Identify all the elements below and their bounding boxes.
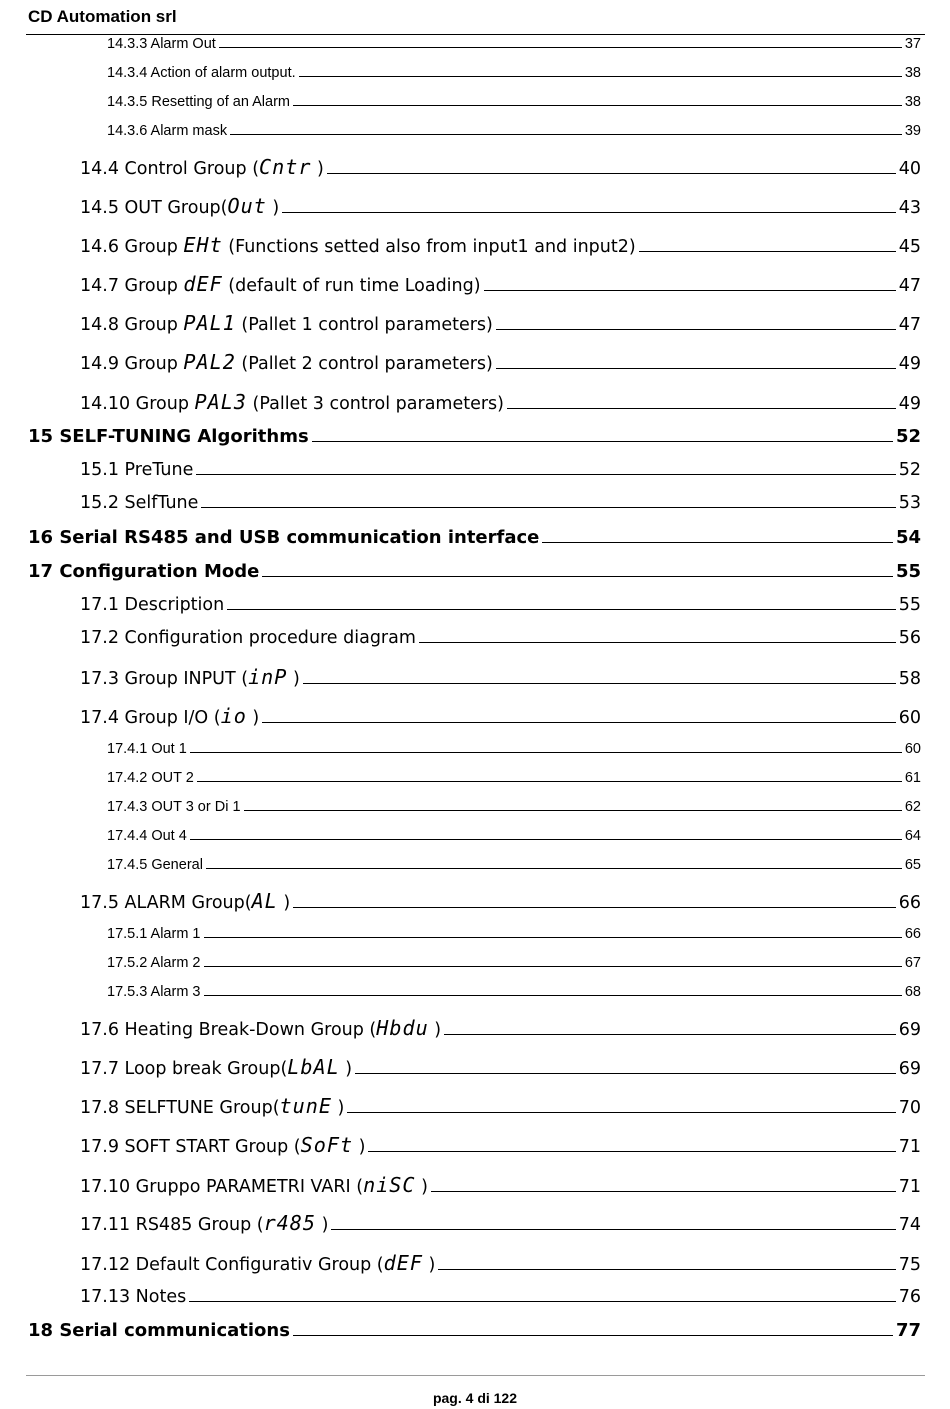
- toc-page-number: 67: [904, 955, 921, 971]
- toc-title-text: 14.10 Group: [80, 394, 195, 414]
- toc-title-text: 14.3.3 Alarm Out: [107, 36, 216, 52]
- toc-title: [80, 390, 504, 414]
- toc-leader: [262, 722, 896, 723]
- toc-section[interactable]: [80, 350, 921, 374]
- toc-section[interactable]: [80, 233, 921, 257]
- toc-title: [28, 527, 539, 548]
- display-code: SoFt: [300, 1133, 354, 1157]
- toc-leader: [190, 752, 902, 753]
- toc-subsection[interactable]: [107, 65, 921, 81]
- toc-leader: [496, 329, 896, 330]
- toc-title: [107, 828, 187, 844]
- toc-page-number: 76: [898, 1287, 921, 1307]
- toc-section[interactable]: [80, 1173, 921, 1197]
- toc-title-text: 15.2 SelfTune: [80, 493, 199, 513]
- display-code: tunE: [279, 1094, 332, 1118]
- toc-section[interactable]: [80, 1133, 921, 1157]
- toc-leader: [431, 1191, 896, 1192]
- toc-page-number: 60: [898, 708, 921, 728]
- toc-leader: [190, 839, 902, 840]
- toc-subsection[interactable]: [107, 770, 921, 786]
- toc-leader: [282, 212, 896, 213]
- toc-title-suffix: ): [316, 1215, 329, 1235]
- toc-title: [80, 665, 300, 689]
- toc-title-text: 17.7 Loop break Group(: [80, 1059, 288, 1079]
- toc-title: [107, 926, 201, 942]
- toc-page-number: 70: [898, 1098, 921, 1118]
- toc-title: [80, 155, 324, 179]
- toc-title-text: 17.9 SOFT START Group (: [80, 1137, 301, 1157]
- display-code: Cntr: [259, 155, 312, 179]
- toc-section[interactable]: [80, 311, 921, 335]
- toc-title-text: 15 SELF-TUNING Algorithms: [28, 426, 309, 447]
- toc-page-number: 49: [898, 394, 921, 414]
- toc-title: [80, 493, 198, 513]
- toc-page-number: 55: [895, 561, 921, 582]
- toc-section[interactable]: [80, 155, 921, 179]
- toc-title-text: 17.12 Default Configurativ Group (: [80, 1255, 384, 1275]
- toc-title: [80, 1251, 435, 1275]
- toc-page-number: 64: [904, 828, 921, 844]
- toc-title-suffix: ): [428, 1020, 442, 1040]
- display-code: niSC: [363, 1173, 416, 1197]
- toc-title-text: 17.11 RS485 Group (: [80, 1215, 264, 1235]
- toc-subsection[interactable]: [107, 123, 921, 139]
- toc-page-number: 43: [898, 198, 921, 218]
- toc-title-suffix: (Pallet 3 control parameters): [246, 394, 505, 414]
- toc-section[interactable]: [80, 194, 921, 218]
- toc-leader: [639, 251, 896, 252]
- toc-leader: [368, 1151, 895, 1152]
- toc-subsection[interactable]: [107, 984, 921, 1000]
- footer-rule: [26, 1375, 925, 1376]
- toc-title: [80, 628, 416, 648]
- toc-subsection[interactable]: [107, 36, 921, 52]
- toc-title: [107, 65, 296, 81]
- toc-leader: [438, 1269, 895, 1270]
- toc-page-number: 65: [904, 857, 921, 873]
- toc-title: [80, 704, 259, 728]
- toc-title-text: 17.6 Heating Break-Down Group (: [80, 1020, 377, 1040]
- page-number: pag. 4 di 122: [432, 1390, 518, 1406]
- toc-leader: [444, 1034, 896, 1035]
- toc-title-text: 17.4.3 OUT 3 or Di 1: [107, 799, 241, 815]
- toc-page-number: 75: [898, 1255, 921, 1275]
- toc-page-number: 53: [898, 493, 921, 513]
- toc-page-number: 47: [898, 315, 921, 335]
- display-code: Out: [227, 194, 267, 218]
- toc-page-number: 39: [904, 123, 921, 139]
- toc-title-text: 17.4.4 Out 4: [107, 828, 187, 844]
- toc-section[interactable]: [80, 1211, 921, 1235]
- display-code: EHt: [183, 233, 223, 257]
- toc-title-suffix: ): [266, 198, 280, 218]
- display-code: AL: [251, 889, 278, 913]
- toc-leader: [262, 576, 893, 577]
- toc-title: [80, 1133, 365, 1157]
- toc-leader: [542, 542, 893, 543]
- toc-title-text: 14.3.5 Resetting of an Alarm: [107, 94, 290, 110]
- toc-leader: [312, 441, 893, 442]
- toc-chapter[interactable]: [28, 561, 921, 582]
- toc-title: [107, 741, 187, 757]
- toc-leader: [303, 683, 896, 684]
- toc-leader: [355, 1073, 896, 1074]
- toc-title-text: 17.5 ALARM Group(: [80, 893, 252, 913]
- toc-title-text: 17.4.5 General: [107, 857, 203, 873]
- toc-section[interactable]: [80, 1094, 921, 1118]
- toc-title: [107, 36, 216, 52]
- display-code: Hbdu: [376, 1016, 429, 1040]
- toc-page-number: 52: [895, 426, 921, 447]
- toc-leader: [347, 1112, 895, 1113]
- toc-title: [80, 1016, 441, 1040]
- toc-title-text: 17.4.1 Out 1: [107, 741, 187, 757]
- toc-title-text: 14.5 OUT Group(: [80, 198, 228, 218]
- toc-title-suffix: (Functions setted also from input1 and input2): [222, 237, 636, 257]
- toc-section[interactable]: [80, 595, 921, 615]
- toc-title-text: 17.2 Configuration procedure diagram: [80, 628, 416, 648]
- toc-page-number: 74: [898, 1215, 921, 1235]
- toc-title: [107, 955, 201, 971]
- toc-title-text: 14.7 Group: [80, 276, 184, 296]
- toc-section[interactable]: [80, 493, 921, 513]
- display-code: r485: [263, 1211, 316, 1235]
- toc-title: [107, 984, 201, 1000]
- display-code: io: [220, 704, 247, 728]
- toc-section[interactable]: [80, 272, 921, 296]
- toc-page-number: 47: [898, 276, 921, 296]
- toc-page-number: 45: [898, 237, 921, 257]
- toc-leader: [189, 1301, 896, 1302]
- toc-page-number: 66: [898, 893, 921, 913]
- toc-chapter[interactable]: [28, 426, 921, 447]
- toc-page-number: 37: [904, 36, 921, 52]
- toc-page-number: 69: [898, 1020, 921, 1040]
- toc-title: [80, 1287, 186, 1307]
- toc-title: [107, 799, 241, 815]
- toc-page-number: 68: [904, 984, 921, 1000]
- toc-section[interactable]: [80, 628, 921, 648]
- toc-title-text: 15.1 PreTune: [80, 460, 194, 480]
- toc-page-number: 52: [898, 460, 921, 480]
- toc-leader: [293, 1335, 893, 1336]
- toc-title: [80, 1094, 344, 1118]
- toc-title: [80, 595, 224, 615]
- toc-title-text: 17.13 Notes: [80, 1287, 187, 1307]
- toc-title: [80, 350, 493, 374]
- toc-title-text: 14.6 Group: [80, 237, 184, 257]
- toc-title-suffix: ): [422, 1255, 436, 1275]
- toc-title: [107, 770, 194, 786]
- display-code: dEF: [383, 1251, 423, 1275]
- toc-title-suffix: ): [277, 893, 291, 913]
- toc-subsection[interactable]: [107, 828, 921, 844]
- toc-title-suffix: ): [331, 1098, 345, 1118]
- toc-subsection[interactable]: [107, 857, 921, 873]
- toc-title: [80, 460, 193, 480]
- toc-title: [80, 1055, 352, 1079]
- toc-title: [80, 233, 636, 257]
- toc-leader: [484, 290, 896, 291]
- toc-subsection[interactable]: [107, 799, 921, 815]
- toc-page-number: 71: [898, 1177, 921, 1197]
- toc-page-number: 61: [904, 770, 921, 786]
- display-code: dEF: [183, 272, 223, 296]
- toc-title: [80, 1173, 428, 1197]
- toc-page-number: 49: [898, 354, 921, 374]
- toc-leader: [496, 368, 896, 369]
- toc-page-number: 38: [904, 94, 921, 110]
- toc-leader: [244, 810, 902, 811]
- toc-leader: [197, 781, 902, 782]
- display-code: PAL3: [194, 390, 247, 414]
- toc-leader: [227, 609, 896, 610]
- toc-page-number: 62: [904, 799, 921, 815]
- toc-page-number: 56: [898, 628, 921, 648]
- toc-leader: [204, 995, 902, 996]
- toc-chapter[interactable]: [28, 1320, 921, 1341]
- toc-title: [107, 94, 290, 110]
- toc-leader: [201, 507, 895, 508]
- toc-subsection[interactable]: [107, 94, 921, 110]
- toc-title: [80, 194, 279, 218]
- toc-section[interactable]: [80, 1287, 921, 1307]
- toc-page-number: 38: [904, 65, 921, 81]
- toc-title: [80, 889, 290, 913]
- toc-section[interactable]: [80, 889, 921, 913]
- toc-page-number: 66: [904, 926, 921, 942]
- toc-page-number: 54: [895, 527, 921, 548]
- toc-section[interactable]: [80, 1016, 921, 1040]
- display-code: inP: [248, 665, 288, 689]
- toc-title: [107, 123, 227, 139]
- toc-title: [28, 426, 309, 447]
- toc-leader: [219, 47, 902, 48]
- toc-title: [80, 1211, 328, 1235]
- toc-title-suffix: ): [287, 669, 300, 689]
- toc-title-text: 17 Configuration Mode: [28, 561, 260, 582]
- display-code: PAL1: [183, 311, 236, 335]
- header-company: CD Automation srl: [28, 7, 177, 26]
- toc-leader: [293, 907, 896, 908]
- toc-subsection[interactable]: [107, 955, 921, 971]
- toc-title-suffix: ): [353, 1137, 366, 1157]
- toc-title: [80, 272, 481, 296]
- toc-leader: [293, 105, 902, 106]
- toc-title-text: 17.5.1 Alarm 1: [107, 926, 201, 942]
- toc-title-text: 14.3.6 Alarm mask: [107, 123, 228, 139]
- toc-chapter[interactable]: [28, 527, 921, 548]
- toc-leader: [507, 408, 896, 409]
- toc-page-number: 58: [898, 669, 921, 689]
- toc-leader: [327, 173, 896, 174]
- toc-leader: [206, 868, 902, 869]
- toc-title-text: 17.1 Description: [80, 595, 225, 615]
- toc-title-text: 17.3 Group INPUT (: [80, 669, 249, 689]
- toc-leader: [204, 937, 902, 938]
- toc-title-text: 16 Serial RS485 and USB communication interface: [28, 527, 540, 548]
- toc-section[interactable]: [80, 665, 921, 689]
- toc-title: [80, 311, 493, 335]
- toc-section[interactable]: [80, 704, 921, 728]
- toc-title: [28, 1320, 290, 1341]
- toc-section[interactable]: [80, 460, 921, 480]
- toc-leader: [299, 76, 902, 77]
- toc-page-number: 71: [898, 1137, 921, 1157]
- toc-title-suffix: (Pallet 2 control parameters): [235, 354, 493, 374]
- toc-leader: [419, 642, 896, 643]
- toc-section[interactable]: [80, 1251, 921, 1275]
- toc-section[interactable]: [80, 1055, 921, 1079]
- toc-title: [107, 857, 203, 873]
- toc-title-text: 17.10 Gruppo PARAMETRI VARI (: [80, 1177, 364, 1197]
- toc-title-text: 14.8 Group: [80, 315, 184, 335]
- toc-page-number: 40: [898, 159, 921, 179]
- toc-leader: [196, 474, 895, 475]
- toc-title-suffix: ): [246, 708, 260, 728]
- toc-section[interactable]: [80, 390, 921, 414]
- display-code: LbAL: [287, 1055, 340, 1079]
- toc-title-text: 17.5.2 Alarm 2: [107, 955, 201, 971]
- toc-title-text: 14.9 Group: [80, 354, 184, 374]
- toc-title-text: 17.8 SELFTUNE Group(: [80, 1098, 280, 1118]
- toc-page-number: 55: [898, 595, 921, 615]
- display-code: PAL2: [183, 350, 236, 374]
- toc-title-text: 14.4 Control Group (: [80, 159, 260, 179]
- toc-title-text: 17.5.3 Alarm 3: [107, 984, 201, 1000]
- toc-title-text: 14.3.4 Action of alarm output.: [107, 65, 296, 81]
- toc-title: [28, 561, 259, 582]
- toc-subsection[interactable]: [107, 741, 921, 757]
- toc-leader: [230, 134, 902, 135]
- toc-subsection[interactable]: [107, 926, 921, 942]
- toc-page-number: 69: [898, 1059, 921, 1079]
- toc-page-number: 60: [904, 741, 921, 757]
- toc-title-suffix: (default of run time Loading): [222, 276, 481, 296]
- toc-title-suffix: ): [311, 159, 324, 179]
- toc-page-number: 77: [895, 1320, 921, 1341]
- toc-title-text: 17.4.2 OUT 2: [107, 770, 194, 786]
- toc-title-text: 17.4 Group I/O (: [80, 708, 221, 728]
- toc-title-suffix: ): [415, 1177, 428, 1197]
- toc-title-text: 18 Serial communications: [28, 1320, 290, 1341]
- toc-title-suffix: (Pallet 1 control parameters): [235, 315, 493, 335]
- toc-leader: [204, 966, 902, 967]
- toc-title-suffix: ): [339, 1059, 353, 1079]
- toc-leader: [331, 1229, 895, 1230]
